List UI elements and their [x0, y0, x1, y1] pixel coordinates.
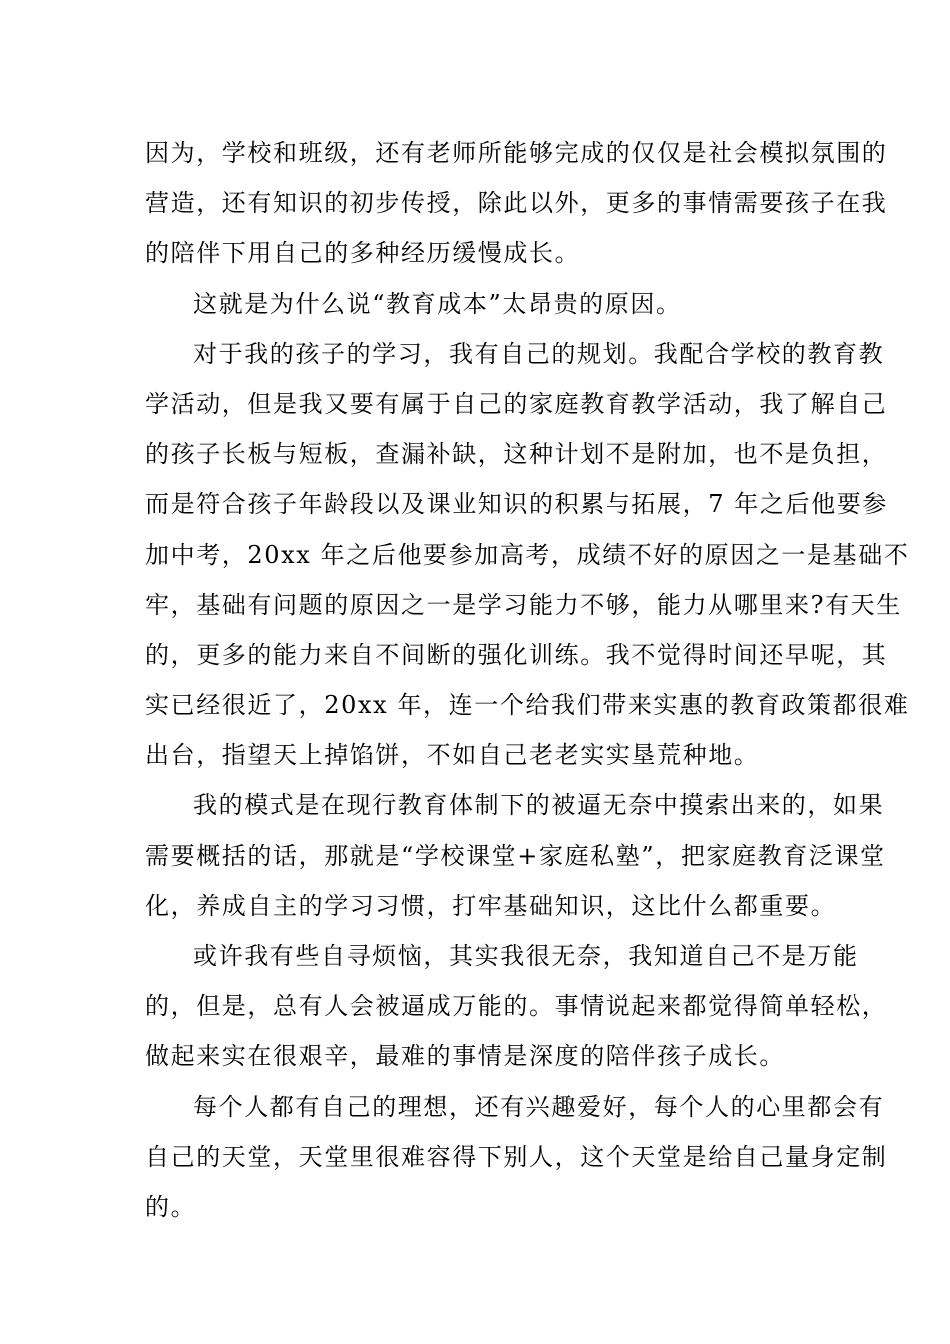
text-line: 我的模式是在现行教育体制下的被逼无奈中摸索出来的，如果 [193, 791, 885, 820]
paragraph-6 [145, 1082, 888, 1233]
paragraph-4 [145, 780, 886, 931]
text-line: 营造，还有知识的初步传授，除此以外，更多的事情需要孩子在我 [145, 189, 888, 218]
text-line: 加中考，20xx 年之后他要参加高考，成绩不好的原因之一是基础不 [145, 540, 910, 569]
paragraph-2 [145, 279, 810, 329]
text-line: 这就是为什么说“教育成本”太昂贵的原因。 [193, 289, 682, 318]
text-line: 而是符合孩子年龄段以及课业知识的积累与拓展，7 年之后他要参 [145, 490, 888, 519]
paragraph-3 [145, 329, 910, 781]
paragraph-5 [145, 931, 888, 1082]
text-line: 对于我的孩子的学习，我有自己的规划。我配合学校的教育教 [193, 339, 885, 368]
text-line: 因为，学校和班级，还有老师所能够完成的仅仅是社会模拟氛围的 [145, 139, 888, 167]
text-line: 自己的天堂，天堂里很难容得下别人，这个天堂是给自己量身定制 [145, 1142, 888, 1171]
text-line: 每个人都有自己的理想，还有兴趣爱好，每个人的心里都会有 [193, 1092, 885, 1121]
text-line: 做起来实在很艰辛，最难的事情是深度的陪伴孩子成长。 [145, 1042, 785, 1071]
text-line: 出台，指望天上掉馅饼，不如自己老老实实垦荒种地。 [145, 741, 760, 770]
text-line: 的，但是，总有人会被逼成万能的。事情说起来都觉得简单轻松， [145, 992, 888, 1021]
text-line: 的。 [145, 1192, 197, 1221]
text-line: 需要概括的话，那就是“学校课堂+家庭私塾”，把家庭教育泛课堂 [145, 841, 886, 870]
paragraph-1 [145, 128, 888, 279]
text-line: 的孩子长板与短板，查漏补缺，这种计划不是附加，也不是负担， [145, 440, 888, 469]
text-line: 的，更多的能力来自不间断的强化训练。我不觉得时间还早呢，其 [145, 640, 888, 669]
text-line: 化，养成自主的学习习惯，打牢基础知识，这比什么都重要。 [145, 891, 837, 920]
text-line: 实已经很近了，20xx 年，连一个给我们带来实惠的教育政策都很难 [145, 691, 910, 720]
text-line: 的陪伴下用自己的多种经历缓慢成长。 [145, 239, 581, 268]
text-line: 或许我有些自寻烦恼，其实我很无奈，我知道自己不是万能 [193, 942, 859, 970]
document-body [145, 128, 910, 1232]
text-line: 学活动，但是我又要有属于自己的家庭教育教学活动，我了解自己 [145, 389, 888, 418]
text-line: 牢，基础有问题的原因之一是学习能力不够，能力从哪里来?有天生 [145, 590, 902, 619]
